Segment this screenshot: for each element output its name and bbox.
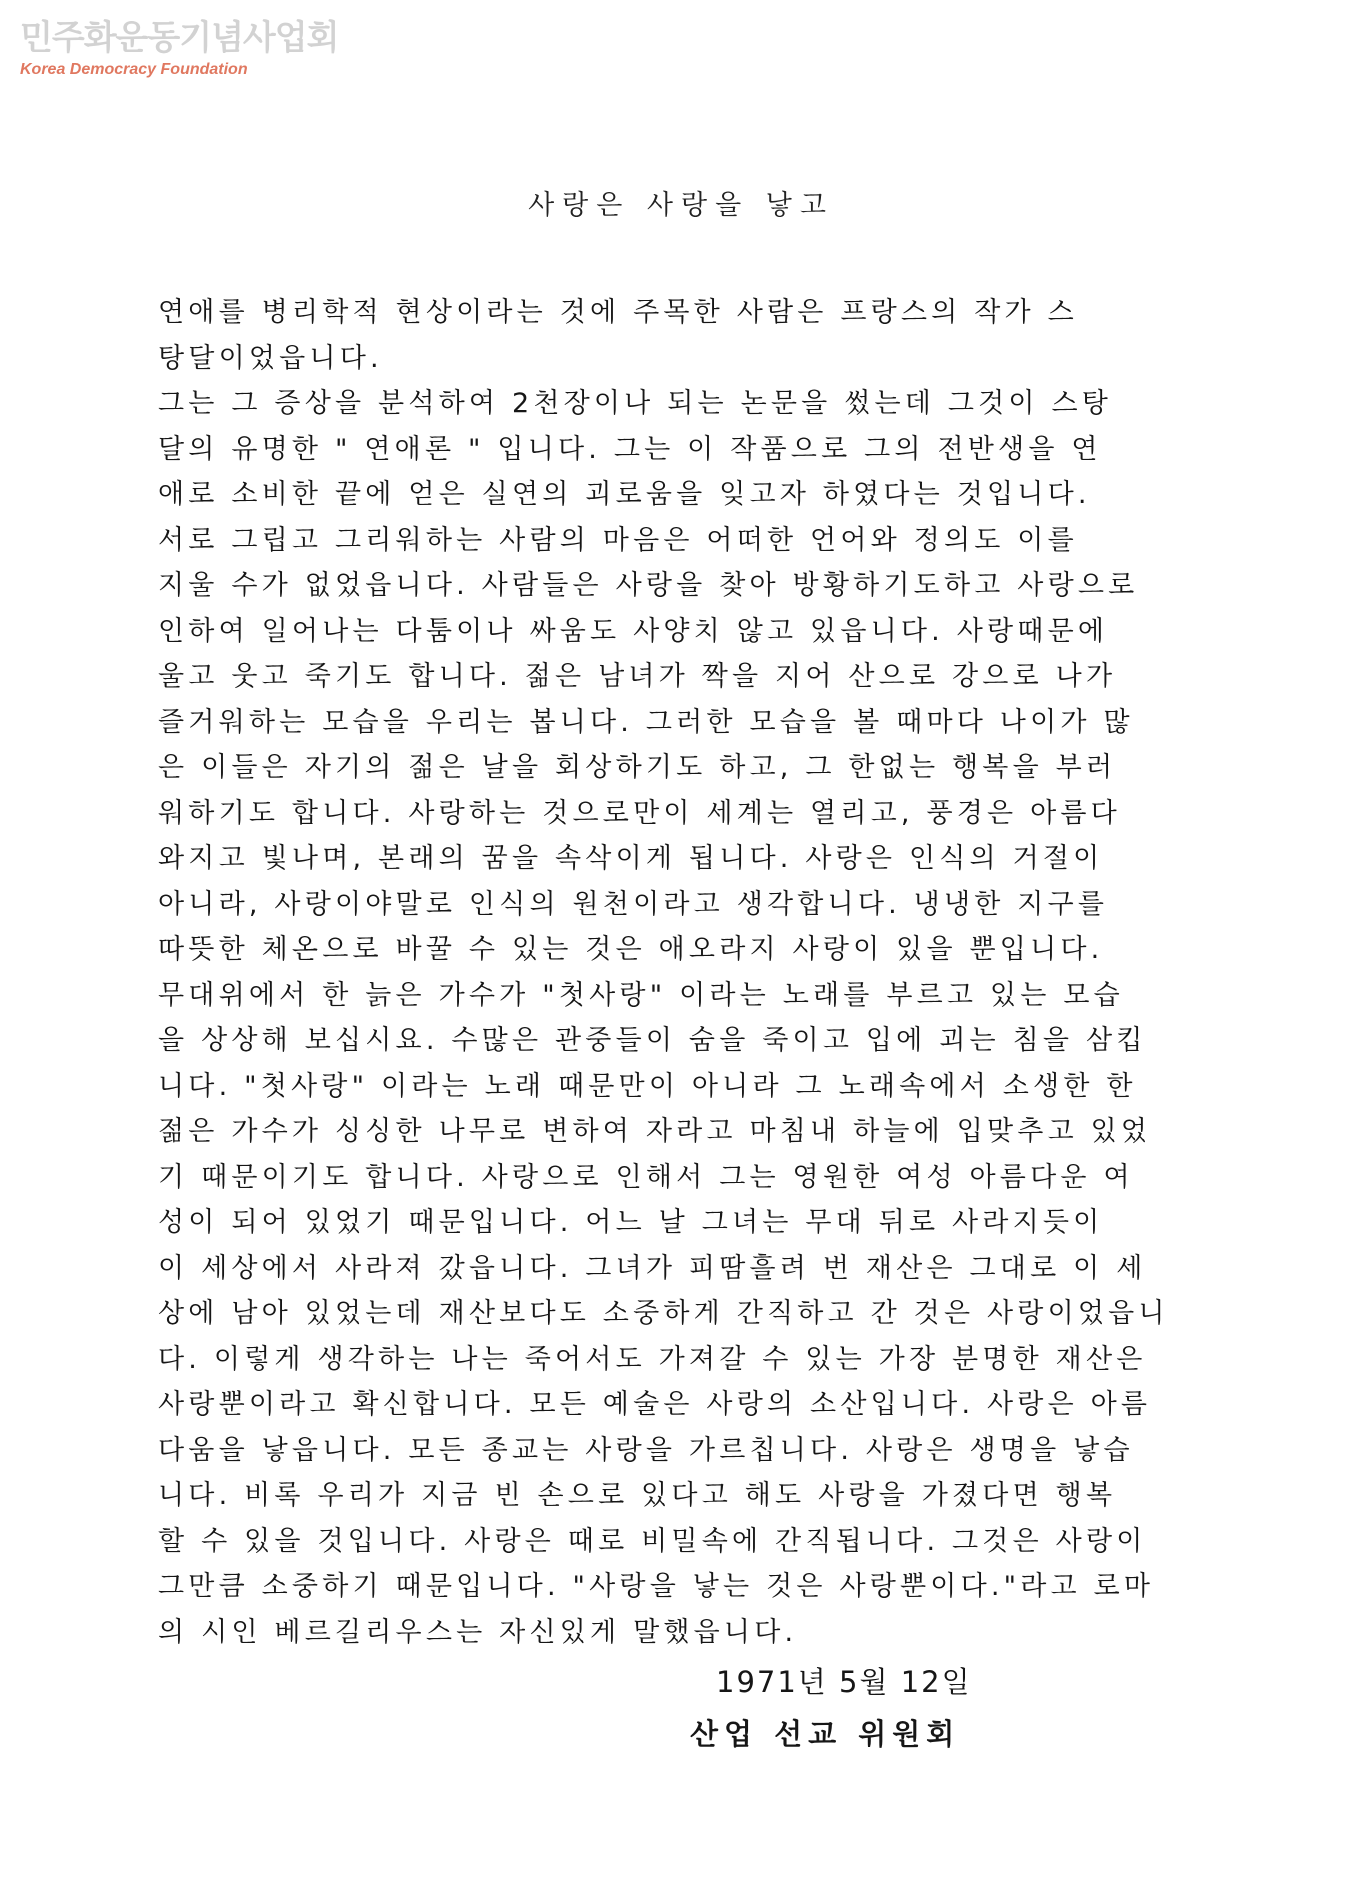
watermark-korean-text: 민주화운동기념사업회: [20, 18, 339, 58]
body-line: 할 수 있을 것입니다. 사랑은 때로 비밀속에 간직됩니다. 그것은 사랑이: [158, 1525, 1147, 1557]
body-line: 다. 이렇게 생각하는 나는 죽어서도 가져갈 수 있는 가장 분명한 재산은: [158, 1343, 1147, 1375]
body-line: 인하여 일어나는 다툼이나 싸움도 사양치 않고 있읍니다. 사랑때문에: [158, 615, 1109, 647]
body-line: 워하기도 합니다. 사랑하는 것으로만이 세계는 열리고, 풍경은 아름다: [158, 797, 1121, 829]
body-line: 무대위에서 한 늙은 가수가 "첫사랑" 이라는 노래를 부르고 있는 모습: [158, 979, 1124, 1011]
body-line: 젊은 가수가 싱싱한 나무로 변하여 자라고 마침내 하늘에 입맞추고 있었: [158, 1116, 1152, 1147]
body-line: 니다. 비록 우리가 지금 빈 손으로 있다고 해도 사랑을 가졌다면 행복: [158, 1480, 1117, 1511]
body-line: 사랑뿐이라고 확신합니다. 모든 예술은 사랑의 소산입니다. 사랑은 아름: [158, 1389, 1152, 1420]
body-line: 애로 소비한 끝에 얻은 실연의 괴로움을 잊고자 하였다는 것입니다.: [158, 479, 1091, 510]
body-line: 즐거워하는 모습을 우리는 봅니다. 그러한 모습을 볼 때마다 나이가 많: [158, 706, 1134, 738]
body-line: 상에 남아 있었는데 재산보다도 소중하게 간직하고 간 것은 사랑이었읍니: [158, 1298, 1169, 1329]
document-body: [158, 290, 1218, 1655]
watermark-english-text: Korea Democracy Foundation: [20, 61, 248, 78]
body-line: 은 이들은 자기의 젊은 날을 회상하기도 하고, 그 한없는 행복을 부러: [158, 752, 1117, 783]
body-line: 성이 되어 있었기 때문입니다. 어느 날 그녀는 무대 뒤로 사라지듯이: [158, 1207, 1104, 1238]
document-title: 사랑은 사랑을 낳고: [528, 190, 834, 221]
body-line: 니다. "첫사랑" 이라는 노래 때문만이 아니라 그 노래속에서 소생한 한: [158, 1070, 1137, 1102]
body-line: 아니라, 사랑이야말로 인식의 원천이라고 생각합니다. 냉냉한 지구를: [158, 888, 1109, 920]
body-line: 달의 유명한 " 연애론 " 입니다. 그는 이 작품으로 그의 전반생을 연: [158, 433, 1102, 465]
body-line: 기 때문이기도 합니다. 사랑으로 인해서 그는 영원한 여성 아름다운 여: [158, 1161, 1134, 1193]
body-line: 이 세상에서 사라져 갔읍니다. 그녀가 피땀흘려 번 재산은 그대로 이 세: [158, 1252, 1147, 1284]
body-line: 와지고 빛나며, 본래의 꿈을 속삭이게 됩니다. 사랑은 인식의 거절이: [158, 843, 1104, 874]
body-line: 의 시인 베르길리우스는 자신있게 말했읍니다.: [158, 1616, 798, 1648]
body-line: 따뜻한 체온으로 바꿀 수 있는 것은 애오라지 사랑이 있을 뿐입니다.: [158, 934, 1104, 965]
body-line: 그만큼 소중하기 때문입니다. "사랑을 낳는 것은 사랑뿐이다."라고 로마: [158, 1571, 1155, 1602]
body-line: 그는 그 증상을 분석하여 2천장이나 되는 논문을 썼는데 그것이 스탕: [158, 388, 1113, 419]
foundation-watermark: [20, 18, 339, 80]
body-line: 탕달이었읍니다.: [158, 342, 383, 374]
body-line: 다움을 낳읍니다. 모든 종교는 사랑을 가르칩니다. 사랑은 생명을 낳습: [158, 1434, 1134, 1466]
body-line: 울고 웃고 죽기도 합니다. 젊은 남녀가 짝을 지어 산으로 강으로 나가: [158, 661, 1117, 692]
body-line: 연애를 병리학적 현상이라는 것에 주목한 사람은 프랑스의 작가 스: [158, 297, 1078, 328]
body-line: 서로 그립고 그리워하는 사람의 마음은 어떠한 언어와 정의도 이를: [158, 524, 1078, 556]
document-organization: 산업 선교 위원회: [690, 1717, 961, 1751]
body-line: 을 상상해 보십시요. 수많은 관중들이 숨을 죽이고 입에 괴는 침을 삼킵: [158, 1025, 1147, 1056]
document-date: 1971년 5월 12일: [716, 1665, 972, 1699]
body-line: 지울 수가 없었읍니다. 사람들은 사랑을 찾아 방황하기도하고 사랑으로: [158, 570, 1139, 601]
